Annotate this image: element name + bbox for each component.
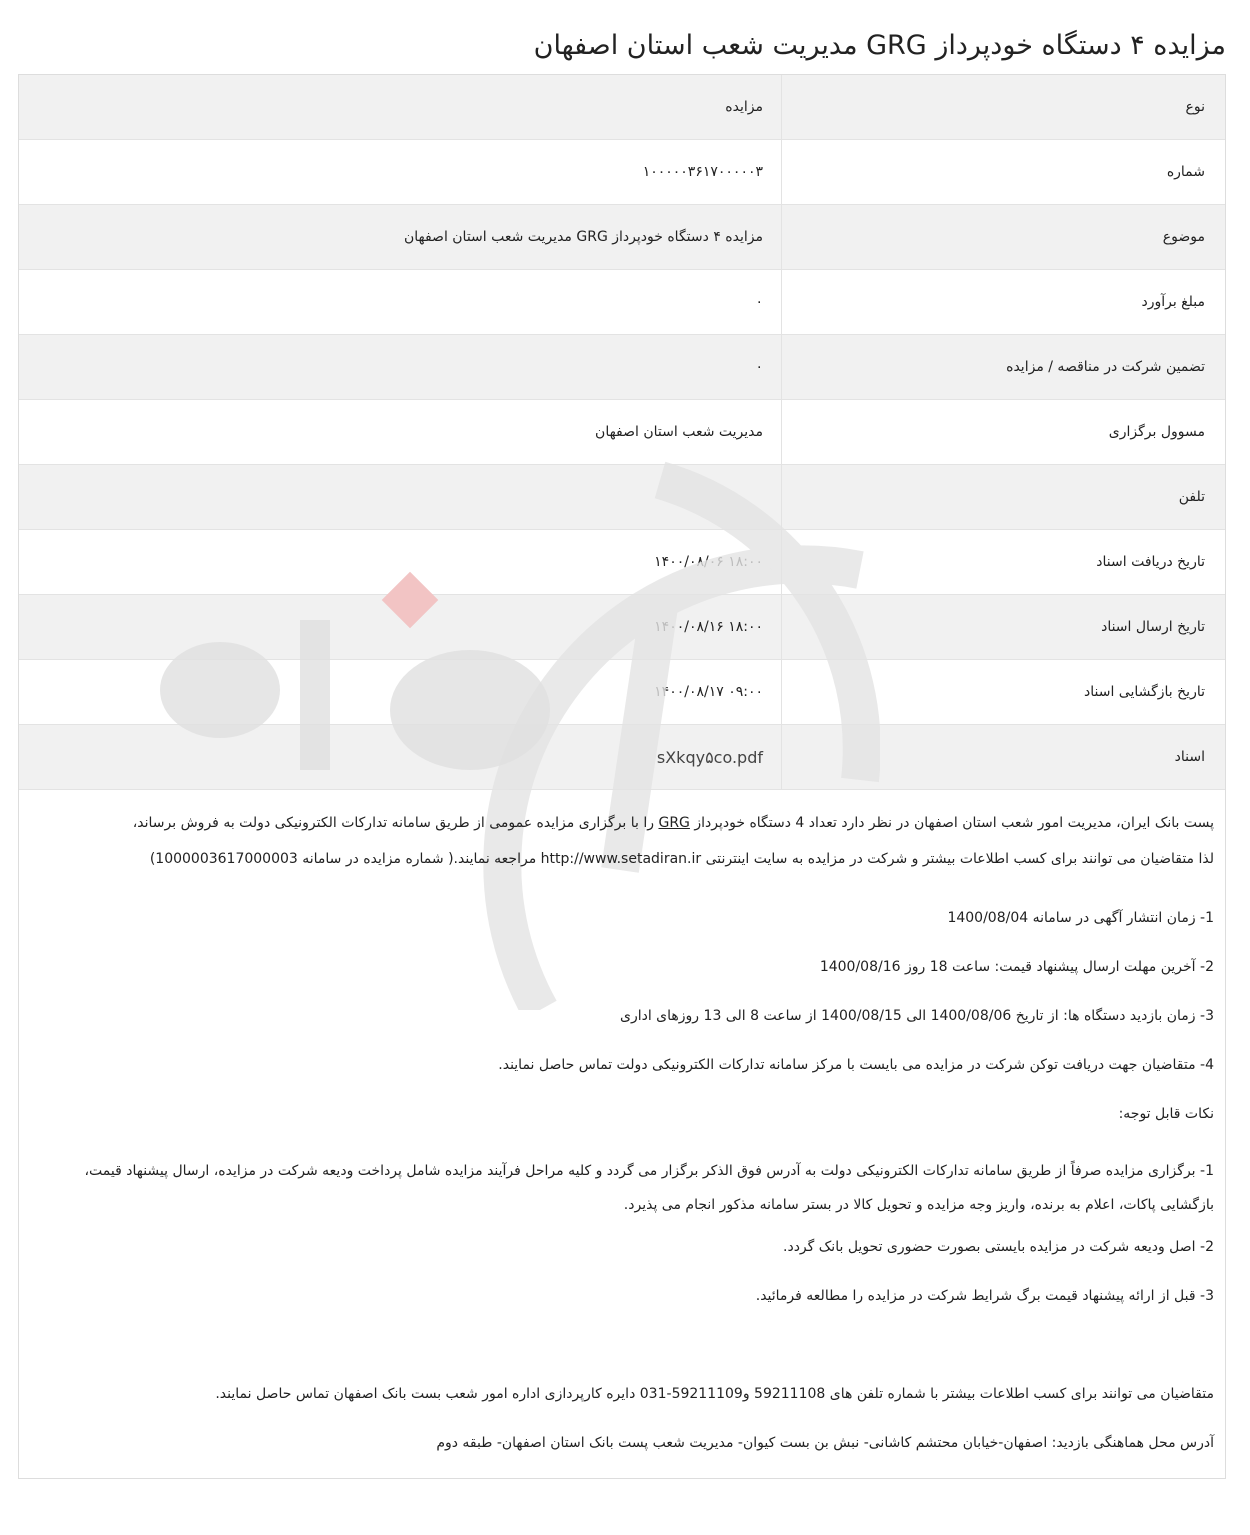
intro-line-2 [36,846,1214,872]
detail-value: مزایده ۴ دستگاه خودپرداز GRG مدیریت شعب استان اصفهان [19,205,782,270]
detail-row [19,465,1225,530]
intro-text: پست بانک ایران، مدیریت امور شعب استان اصفهان در نظر دارد تعداد 4 دستگاه خودپرداز [689,815,1214,831]
grg-text: GRG [658,815,690,831]
detail-label: موضوع [782,205,1226,270]
detail-value: ۰ [19,270,782,335]
page-title: مزایده ۴ دستگاه خودپرداز GRG مدیریت شعب استان اصفهان [533,30,1226,61]
detail-label: تاریخ دریافت اسناد [782,530,1226,595]
detail-row [19,205,1225,270]
setadiran-link[interactable]: http://www.setadiran.ir [540,851,702,867]
detail-row [19,725,1225,790]
intro-text: لذا متقاضیان می توانند برای کسب اطلاعات بیشتر و شرکت در مزایده به سایت اینترنتی [701,851,1214,867]
detail-row [19,530,1225,595]
detail-label: نوع [782,75,1226,140]
note-1: 1- برگزاری مزایده صرفاً از طریق سامانه تدارکات الکترونیکی دولت به آدرس فوق الذکر برگزار می گردد و کلیه مراحل فرآیند مزایده شامل پرداخت ودیعه شرکت در مزایده، ارسال پیشنهاد قیمت، بازگشایی پاکات، اعلام به برنده، واریز وجه مزایده و تحویل کالا در بستر سامانه مذکور انجام می پذیرد. [84,1163,1214,1213]
detail-value: مزایده [19,75,782,140]
detail-value: ۱۸:۰۰ ۱۴۰۰/۰۸/۰۶ [19,530,782,595]
detail-label: تلفن [782,465,1226,530]
intro-text: مراجعه نمایند.( شماره مزایده در سامانه 1000003617000003) [149,851,541,867]
detail-label: تاریخ ارسال اسناد [782,595,1226,660]
detail-value: مدیریت شعب استان اصفهان [19,400,782,465]
note-3: 3- قبل از ارائه پیشنهاد قیمت برگ شرایط شرکت در مزایده را مطالعه فرمائید. [755,1288,1214,1304]
detail-row [19,140,1225,205]
detail-row [19,75,1225,140]
intro-line-1 [36,810,1214,836]
item-4: 4- متقاضیان جهت دریافت توکن شرکت در مزایده می بایست با مرکز سامانه تدارکات الکترونیکی دولت تماس حاصل نمایند. [498,1057,1214,1073]
detail-value: ۱۸:۰۰ ۱۴۰۰/۰۸/۱۶ [19,595,782,660]
detail-label: مسوول برگزاری [782,400,1226,465]
detail-row [19,400,1225,465]
details-box [18,74,1226,1479]
item-2: 2- آخرین مهلت ارسال پیشنهاد قیمت: ساعت 18 روز 1400/08/16 [819,959,1214,975]
contact-text: متقاضیان می توانند برای کسب اطلاعات بیشتر با شماره تلفن های 59211108 و59211109-031 دایره کارپردازی اداره امور شعب بست بانک اصفهان تماس حاصل نمایند. [215,1386,1214,1402]
detail-label: شماره [782,140,1226,205]
detail-value [19,465,782,530]
detail-row [19,660,1225,725]
detail-value: ۰ [19,335,782,400]
detail-row [19,270,1225,335]
notes-title: نکات قابل توجه: [1118,1106,1214,1122]
item-1: 1- زمان انتشار آگهی در سامانه 1400/08/04 [947,910,1214,926]
detail-label: اسناد [782,725,1226,790]
detail-label: تضمین شرکت در مناقصه / مزایده [782,335,1226,400]
detail-label: مبلغ برآورد [782,270,1226,335]
note-2: 2- اصل ودیعه شرکت در مزایده بایستی بصورت حضوری تحویل بانک گردد. [783,1239,1214,1255]
address-text: آدرس محل هماهنگی بازدید: اصفهان-خیابان محتشم کاشانی- نبش بن بست کیوان- مدیریت شعب پست بانک استان اصفهان- طبقه دوم [436,1435,1214,1451]
detail-row [19,335,1225,400]
document-file-link[interactable]: sXkqy۵co.pdf [19,725,782,790]
details-table [19,75,1225,790]
detail-value: ۱۰۰۰۰۰۳۶۱۷۰۰۰۰۰۳ [19,140,782,205]
detail-value: ۰۹:۰۰ ۱۴۰۰/۰۸/۱۷ [19,660,782,725]
detail-label: تاریخ بازگشایی اسناد [782,660,1226,725]
intro-text: را با برگزاری مزایده عمومی از طریق سامانه تدارکات الکترونیکی دولت به فروش برساند، [132,815,659,831]
detail-row [19,595,1225,660]
item-3: 3- زمان بازدید دستگاه ها: از تاریخ 1400/08/06 الی 1400/08/15 از ساعت 8 الی 13 روزهای اداری [620,1008,1214,1024]
